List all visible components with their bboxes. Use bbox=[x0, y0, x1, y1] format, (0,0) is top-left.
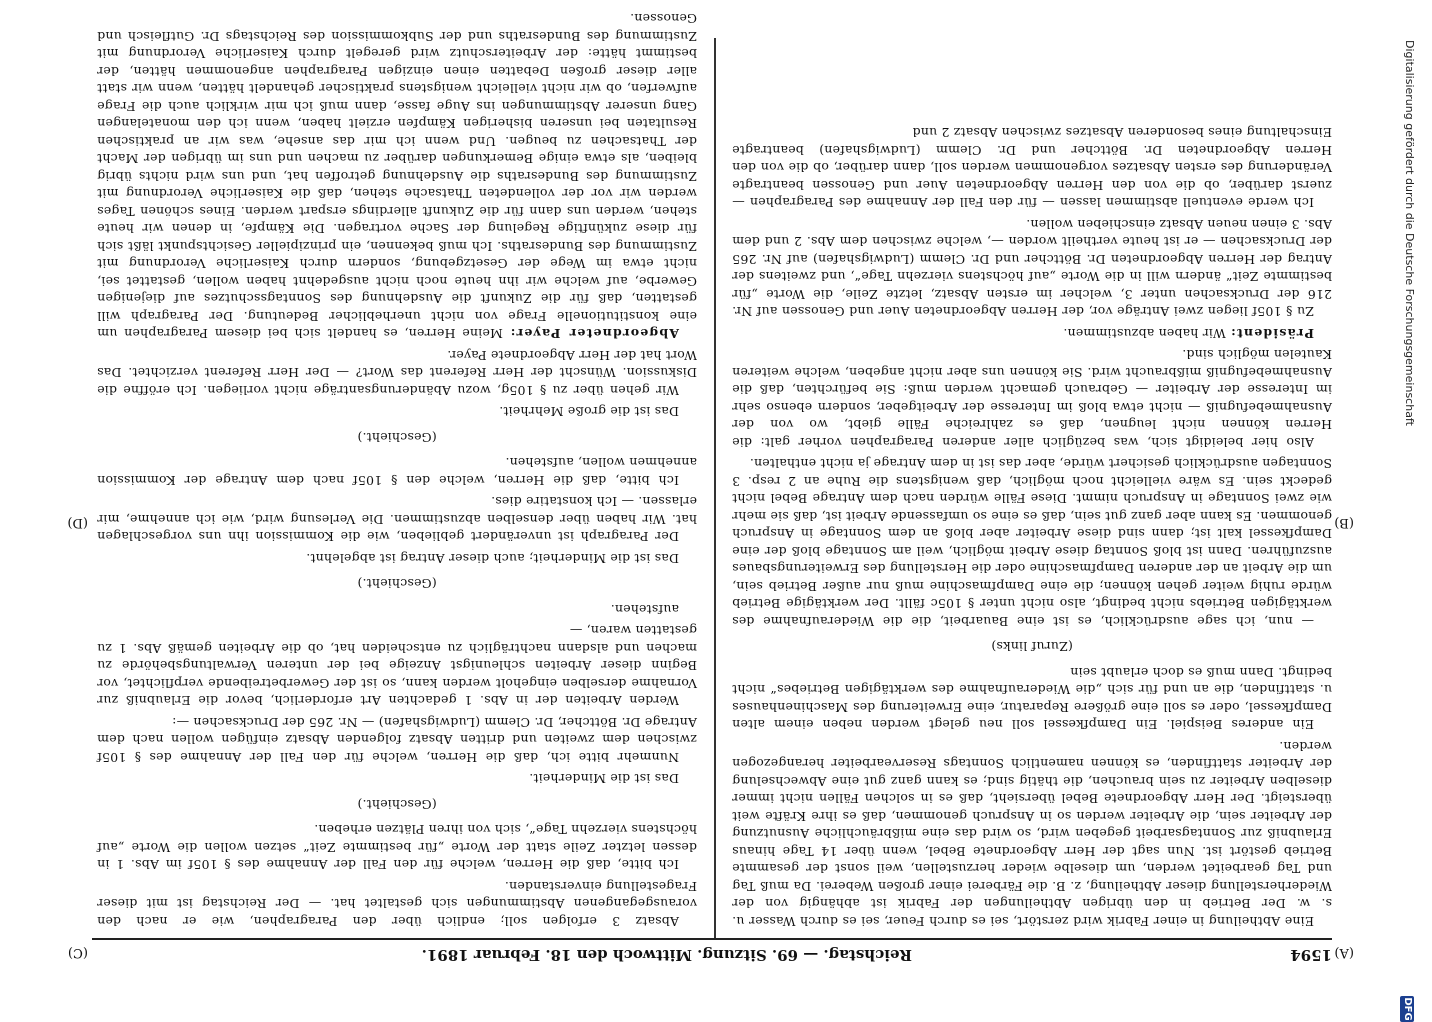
page-number: 1594 bbox=[1290, 946, 1332, 964]
digitisation-credit bbox=[1392, 40, 1422, 1021]
quoted-amendment: Werden Arbeiten der in Abs. 1 gedachten Art erforderlich, bevor die Erlaubniß zur Vornahme derselben eingeholt werden kann, so ist der Gewerbetreibende verpflichtet, vor Beginn dieser Arbeiten schleunigst Anzeige bei der unteren Verwaltungsbehörde zu machen und alsdann nachträglich zu entscheiden hat, ob die Arbeiten gemäß Abs. 1 zu gestatten waren, — bbox=[97, 623, 697, 709]
column-divider bbox=[714, 38, 716, 938]
interjection: (Geschieht.) bbox=[357, 576, 437, 592]
speaker-name: Abgeordneter Payer: bbox=[509, 326, 679, 342]
speech-paragraph bbox=[732, 325, 1332, 343]
speaker-name: Präsident: bbox=[1229, 326, 1314, 341]
margin-letter-d: (D) bbox=[67, 515, 88, 530]
paragraph: Der Paragraph ist unverändert geblieben, wie die Kommission ihn uns vorgeschlagen hat. Wir haben über denselben abzustimmen. Die Verlesung wird, wie ich annehme, mir erlassen. — Ich konstatire dies. bbox=[97, 494, 697, 545]
paragraph: Das ist die große Mehrheit. bbox=[499, 404, 679, 420]
paragraph: Ich bitte, daß die Herren, welche den § 105f nach dem Antrage der Kommission annehmen wollen, aufstehen. bbox=[97, 455, 697, 488]
paragraph: Eine Abtheilung in einer Fabrik wird zerstört, sei es durch Feuer, sei es durch Wasser u. s. w. Der Betrieb in den übrigen Abtheilungen der Fabrik ist abhängig von der Wiederherstellung dieser Abtheilung, z. B. die Färberei einer großen Weberei. Da muß Tag und Tag gearbeitet werden, um dieselbe wieder herzustellen, weil sonst der gesammte Betrieb gestört ist. Nun sagt der Herr Abgeordnete Bebel, wenn über 14 Tage hinaus Erlaubniß zur Sonntagsarbeit gegeben wird, so wird das eine mißbräuchliche Ausnutzung der Arbeiter sein, die Arbeiter werden so in Anspruch genommen, daß es ihre Kräfte weit übersteigt. Der Herr Abgeordnete Bebel übersieht, daß es in solchen Fällen nicht immer dieselben Arbeiter zu sein brauchen, die thätig sind; es kann ganz gut eine Abwechselung der Arbeiter stattfinden, es können namentlich Sonntags Reservearbeiter herangezogen werden. bbox=[732, 739, 1332, 929]
paragraph: Absatz 3 erfolgen soll; endlich über den Paragraphen, wie er nach den vorausgegangenen Abstimmungen sich gestaltet hat. — Der Reichstag ist mit dieser Fragestellung einverstanden. bbox=[97, 879, 697, 929]
paragraph: — nun, ich sage ausdrücklich, es ist eine Bauarbeit, die die Wiederaufnahme des werktägigen Betriebs nicht bedingt, also nicht unter § 105c fällt. Der werktägige Betrieb würde ruhig weiter gehen können; die eine Dampfmaschine muß nur außer Betrieb sein, um die Arbeit an der anderen Dampfmaschine oder die Herstellung des Erweiterungsbaues auszuführen. Dann ist bloß Sonntag diese Arbeit möglich, weil am Sonntage bloß der eine Dampfkessel kalt ist; dann sind diese Arbeiter aber bloß an dem Sonntage in Anspruch genommen. Es kann aber ganz gut sein, daß es eine so umfassende Arbeit ist, daß sie mehr wie zwei Sonntage in Anspruch nimmt. Diese Fälle würden nach dem Antrage Bebel nicht gedeckt sein. Es wäre vielleicht noch möglich, daß wenigstens die Ruhe an 2 resp. 3 Sonntagen ausdrücklich gesichert würde, aber das ist in dem Antrage ja nicht enthalten. bbox=[732, 456, 1332, 629]
margin-letter-a: (A) bbox=[1334, 945, 1354, 960]
paragraph: aufstehen. bbox=[610, 602, 679, 617]
paragraph: Ein anderes Beispiel. Ein Dampfkessel soll neu gelegt werden neben einem alten Dampfkessel, oder es soll eine größere Reparatur, eine Erweiterung des Maschinenhauses u. stattfinden, die an und für sich „die Wiederaufnahme des werktägigen Betriebes“ nicht bedingt. Dann muß es doch erlaubt sein bbox=[732, 665, 1332, 733]
paragraph: Wir gehen über zu § 105g, wozu Abänderungsanträge nicht vorliegen. Ich eröffne die Diskussion. Wünscht der Herr Referent das Wort? — Der Herr Referent verzichtet. Das Wort hat der Herr Abgeordnete Payer. bbox=[97, 348, 697, 398]
paragraph: Das ist die Minderheit. bbox=[529, 771, 679, 787]
paragraph: Ich bitte, daß die Herren, welche für den Fall der Annahme des § 105f im Abs. 1 in dessen letzter Zeile statt der Worte „für bestimmte Zeit“ setzen wollen die Worte „auf höchstens vierzehn Tage“, sich von ihren Plätzen erheben. bbox=[97, 822, 697, 873]
right-column bbox=[97, 11, 697, 930]
speech-text: Meine Herren, es handelt sich bei diesem Paragraphen um eine konstitutionelle Frage von nicht unerheblicher Bedeutung. Der Paragraph will gestatten, daß für die Zukunft die Ausdehnung des Sonntagsschutzes auf diejenigen Gewerbe, auf welche wir ihn heute noch nicht ausgedehnt haben wollen, gestattet sei, nicht etwa im Wege der Gesetzgebung, sondern durch Kaiserliche Verordnung mit Zustimmung des Bundesraths. Ich muß bekennen, ein prinzipieller Gesichtspunkt läßt sich für diese zukünftige Regelung der Sache vortragen. Die Kämpfe, in denen wir heute stehen, werden uns dann für die Zukunft allerdings erspart werden. Eines schönen Tages werden wir vor der vollendeten Thatsache stehen, daß die Kaiserliche Verordnung mit Zustimmung des Bundesraths die Ausdehnung getroffen hat, und uns wird nichts übrig bleiben, als etwa einige Bemerkungen darüber zu machen und uns im übrigen der Macht der Thatsachen zu beugen. Und wenn ich mir das ansehe, was wir an praktischen Resultaten bei unseren bisherigen Kämpfen erzielt haben, wenn ich den monatelangen Gang unserer Abstimmungen ins Auge fasse, dann muß ich mir wirklich auch die Frage aufwerfen, ob wir nicht vielleicht wenigstens praktischer gehandelt hätten, wenn wir statt aller dieser großen Debatten einen einzigen Paragraphen angenommen hätten, der bestimmt hätte: der Arbeiterschutz wird geregelt durch Kaiserliche Verordnung mit Zustimmung des Bundesraths und der Subkommission des Reichstags Dr. Gutfleisch und Genossen. bbox=[97, 11, 697, 342]
paragraph: Das ist die Minderheit; auch dieser Antrag ist abgelehnt. bbox=[306, 551, 679, 566]
left-column bbox=[732, 50, 1332, 930]
interjection: (Zuruf links) bbox=[991, 639, 1073, 655]
margin-letter-c: (C) bbox=[67, 945, 88, 960]
dfg-logo-icon: DFG bbox=[1402, 997, 1413, 1021]
speech-paragraph bbox=[97, 10, 697, 343]
speech-text: Wir haben abzustimmen. bbox=[1063, 326, 1226, 341]
paragraph: Also hier beleidigt sich, was bezüglich aller anderen Paragraphen vorher galt: die Herren können nicht leugnen, daß es zahlreiche Fälle giebt, wo von der Ausnahmebefugniß — nicht etwa bloß im Interesse der Arbeitgeber, sondern ebenso sehr im Interesse der Arbeiter — Gebrauch gemacht werden muß: Sie befürchten, daß die Ausnahmebefugniß mißbraucht wird. Sie können uns aber nicht angeben, welche weiteren Kautelen möglich sind. bbox=[732, 347, 1332, 450]
paragraph: Zu § 105f liegen zwei Anträge vor, der Herren Abgeordneten Auer und Genossen auf Nr. 216 der Drucksachen unter 3, welcher im ersten Absatz, letzte Zeile, die Worte „für bestimmte Zeit“ ändern will in die Worte „auf höchstens vierzehn Tage“, und zweitens der Antrag der Herren Abgeordneten Dr. Böttcher und Dr. Clemm (Ludwigshafen) auf Nr. 265 der Drucksachen — er ist heute vertheilt worden —, welche zwischen dem Abs. 2 und dem Abs. 3 einen neuen Absatz einschieben wollen. bbox=[732, 217, 1332, 320]
page-header bbox=[92, 938, 1332, 966]
running-title: Reichstag. — 69. Sitzung. Mittwoch den 18. Februar 1891. bbox=[421, 946, 912, 964]
interjection bbox=[97, 0, 697, 2]
paragraph: Nunmehr bitte ich, daß die Herren, welche für den Fall der Annahme des § 105f zwischen dem zweiten und dritten Absatz folgenden Absatz einfügen wollen nach dem Antrage Dr. Böttcher, Dr. Clemm (Ludwigshafen) — Nr. 265 der Drucksachen —: bbox=[97, 715, 697, 765]
margin-letter-b: (B) bbox=[1334, 515, 1354, 530]
interjection: (Geschieht.) bbox=[357, 430, 437, 445]
paragraph: Ich werde eventuell abstimmen lassen — für den Fall der Annahme des Paragraphen — zuerst darüber, ob die von den Herren Abgeordneten Auer und Genossen beantragte Veränderung des ersten Absatzes vorgenommen werden soll, dann darüber, ob die von den Herren Abgeordneten Dr. Böttcher und Dr. Clemm (Ludwigshafen) beantragte Einschaltung eines besonderen Absatzes zwischen Absatz 2 und bbox=[732, 125, 1332, 211]
credit-text: Digitalisierung gefördert durch die Deutsche Forschungsgemeinschaft bbox=[1403, 40, 1416, 426]
interjection: (Geschieht.) bbox=[357, 797, 437, 812]
